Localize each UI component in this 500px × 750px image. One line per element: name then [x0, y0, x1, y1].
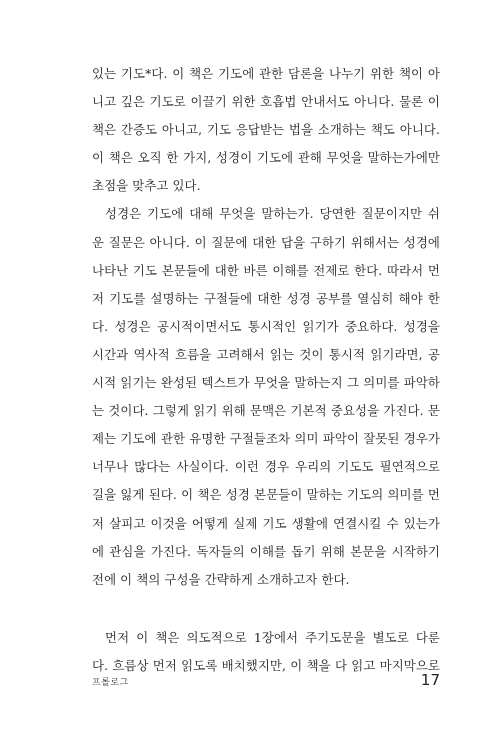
paragraph-3 [92, 624, 440, 680]
text-line: 운 질문은 아니다. 이 질문에 대한 답을 구하기 위해서는 성경에 [92, 234, 440, 250]
text-line: 이 책은 오직 한 가지, 성경이 기도에 관해 무엇을 말하는가에만 [92, 150, 440, 166]
paragraph-1 [92, 60, 440, 200]
text-line: 나타난 기도 본문들에 대한 바른 이해를 전제로 한다. 따라서 먼 [92, 262, 440, 278]
text-line: 너무나 많다는 사실이다. 이런 경우 우리의 기도도 필연적으로 [92, 459, 440, 475]
running-footer-title: 프롤로그 [92, 678, 129, 688]
paragraph-gap [92, 594, 440, 624]
text-line: 전에 이 책의 구성을 간략하게 소개하고자 한다. [92, 571, 350, 587]
text-line: 먼저 이 책은 의도적으로 1장에서 주기도문을 별도로 다룬 [105, 629, 440, 645]
text-line: 다. 성경은 공시적이면서도 통시적인 읽기가 중요하다. 성경을 [92, 318, 440, 334]
text-line: 책은 간증도 아니고, 기도 응답받는 법을 소개하는 책도 아니다. [92, 122, 440, 138]
text-line: 저 살피고 이것을 어떻게 실제 기도 생활에 연결시킬 수 있는가 [92, 515, 440, 531]
body-text [92, 60, 440, 680]
text-line: 에 관심을 가진다. 독자들의 이해를 돕기 위해 본문을 시작하기 [92, 543, 440, 559]
text-line: 시간과 역사적 흐름을 고려해서 읽는 것이 통시적 읽기라면, 공 [92, 346, 440, 362]
text-line: 제는 기도에 관한 유명한 구절들조차 의미 파악이 잘못된 경우가 [92, 431, 440, 447]
text-line: 저 기도를 설명하는 구절들에 대한 성경 공부를 열심히 해야 한 [92, 290, 440, 306]
text-line: 는 것이다. 그렇게 읽기 위해 문맥은 기본적 중요성을 가진다. 문 [92, 403, 440, 419]
paragraph-2 [92, 200, 440, 593]
text-line: 성경은 기도에 대해 무엇을 말하는가. 당연한 질문이지만 쉬 [105, 206, 440, 222]
text-line: 시적 읽기는 완성된 텍스트가 무엇을 말하는지 그 의미를 파악하 [92, 375, 440, 391]
text-line: 길을 잃게 된다. 이 책은 성경 본문들이 말하는 기도의 의미를 먼 [92, 487, 440, 503]
text-line: 니고 깊은 기도로 이끌기 위한 호흡법 안내서도 아니다. 물론 이 [92, 94, 440, 110]
text-line: 다. 흐름상 먼저 읽도록 배치했지만, 이 책을 다 읽고 마지막으로 [92, 657, 440, 673]
text-line: 있는 기도*다. 이 책은 기도에 관한 담론을 나누기 위한 책이 아 [92, 66, 440, 81]
page-number: 17 [420, 671, 440, 689]
text-line: 초점을 맞추고 있다. [92, 178, 201, 194]
